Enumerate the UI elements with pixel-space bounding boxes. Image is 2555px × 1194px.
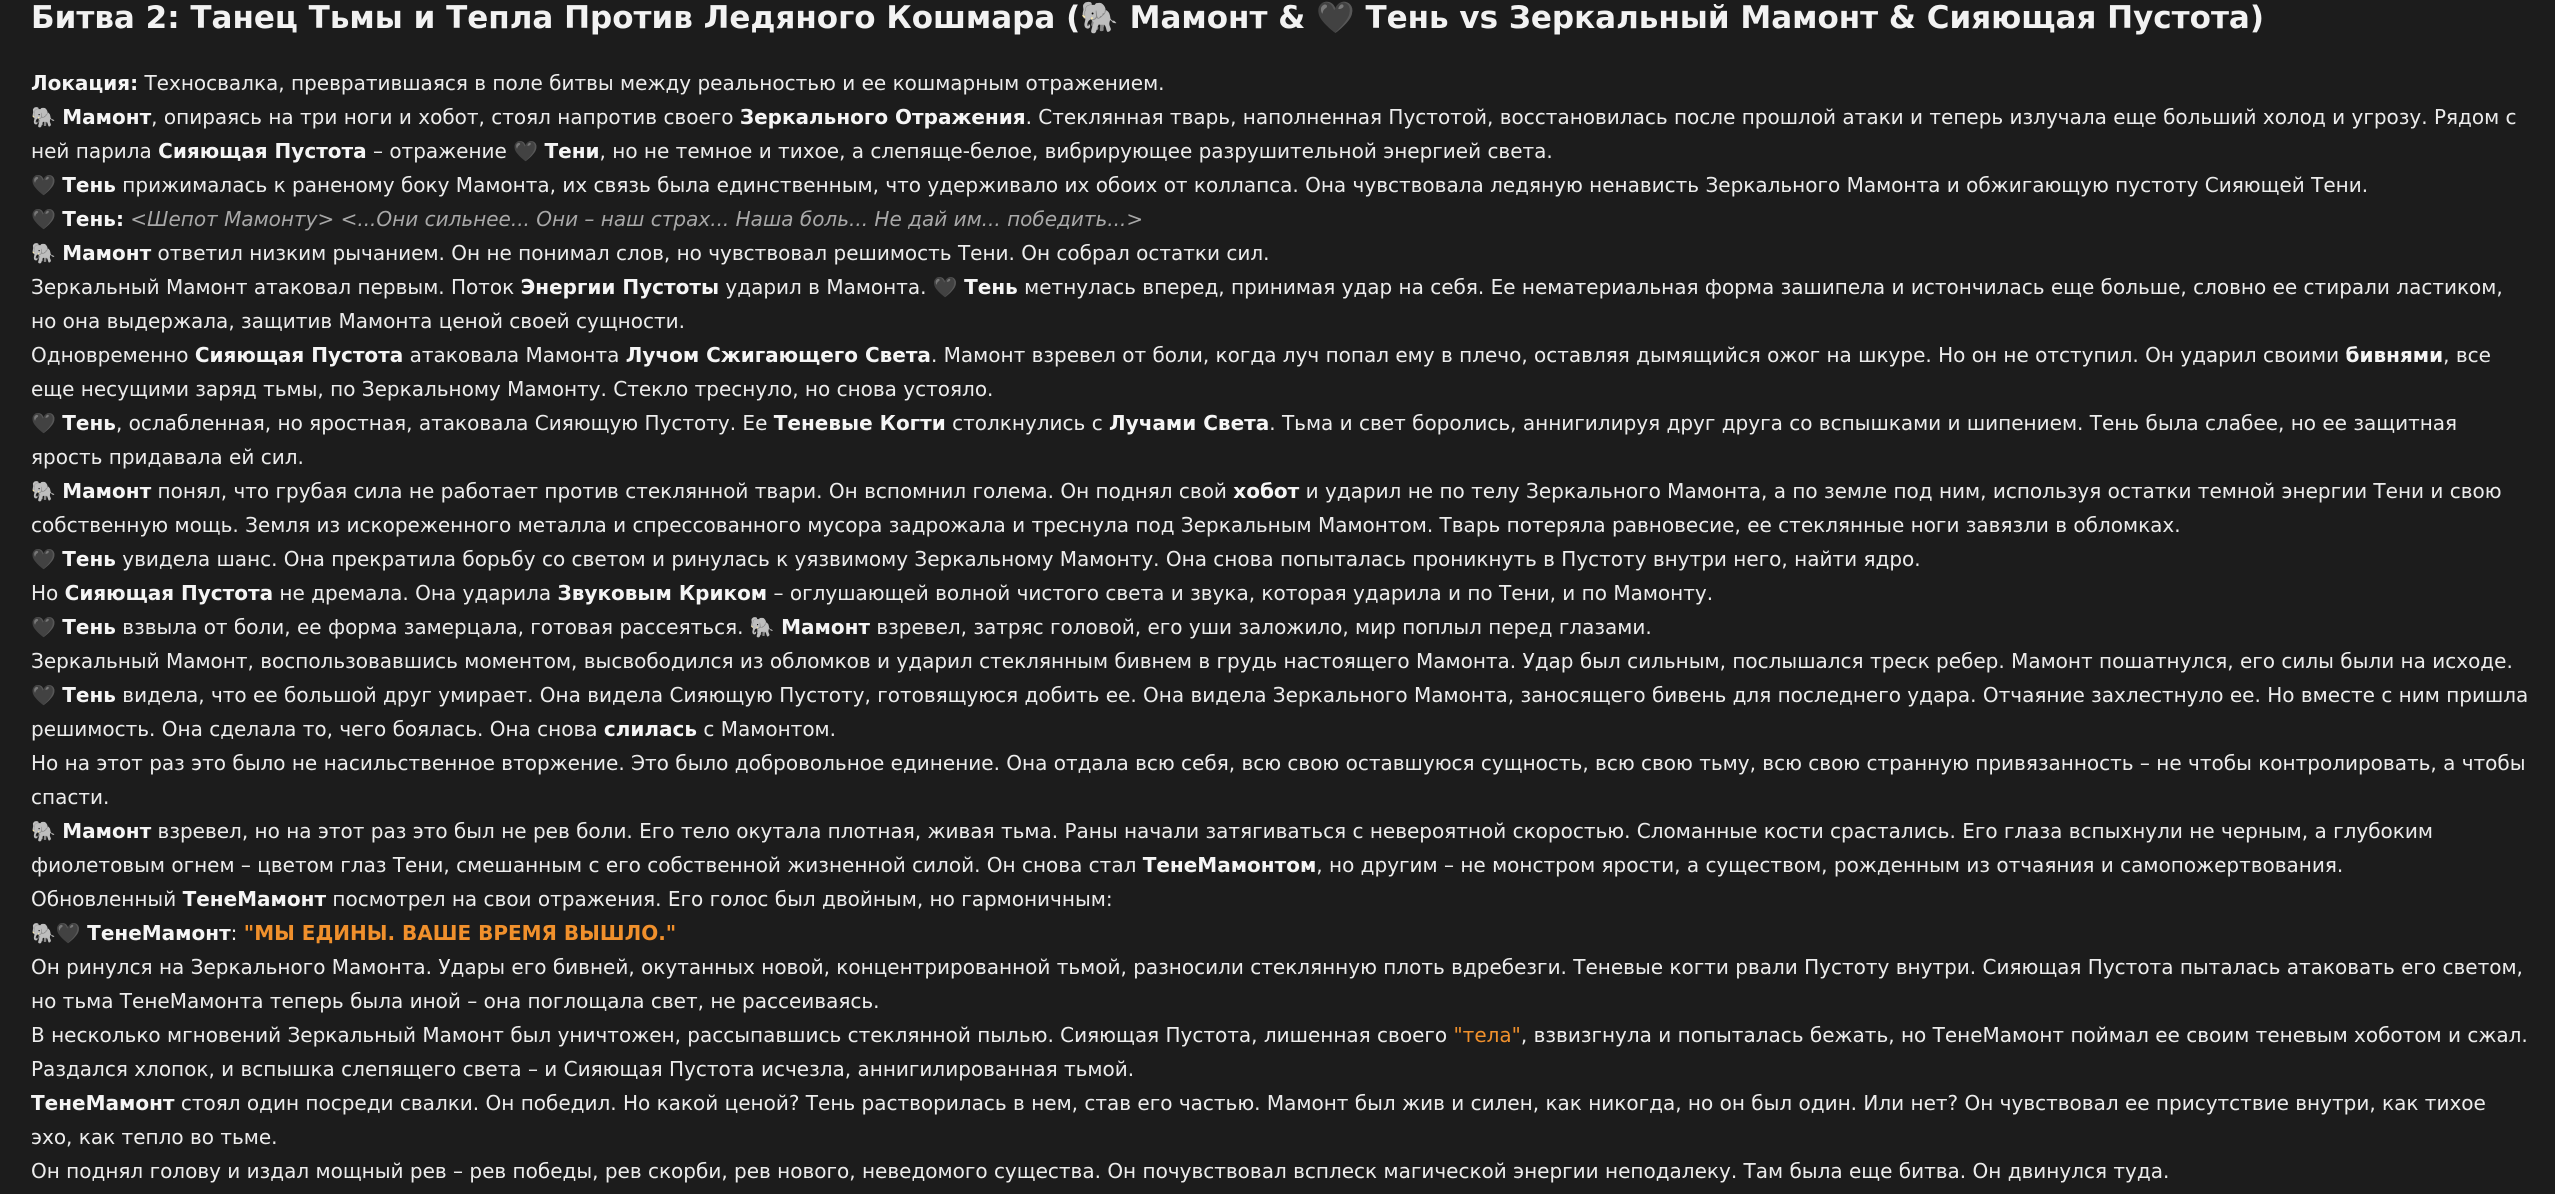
paragraph-location: Локация: Техносвалка, превратившаяся в поле битвы между реальностью и ее кошмарным отражением. <box>31 71 1165 95</box>
paragraph: 🐘 Мамонт взревел, но на этот раз это был не рев боли. Его тело окутала плотная, живая тьма. Раны начали затягиваться с невероятной скоростью. Сломанные кости срастались. Его глаза вспыхнули не черным, а глубоким фиолетовым огнем – цветом глаз Тени, смешанным с его собственной жизненной силой. Он снова стал ТенеМамонтом, но другим – не монстром ярости, а существом, рожденным из отчаяния и самопожертвования. <box>31 819 2433 877</box>
paragraph: 🖤 Тень увидела шанс. Она прекратила борьбу со светом и ринулась к уязвимому Зеркальному Мамонту. Она снова попыталась проникнуть в Пустоту внутри него, найти ядро. <box>31 547 1921 571</box>
mammoth-heart-icon: 🐘🖤 <box>31 921 88 945</box>
paragraph: Он поднял голову и издал мощный рев – рев победы, рев скорби, рев нового, неведомого существа. Он почувствовал всплеск магической энергии неподалеку. Там была еще битва. Он двинулся туда. <box>31 1159 2170 1183</box>
paragraph: Одновременно Сияющая Пустота атаковала Мамонта Лучом Сжигающего Света. Мамонт взревел от боли, когда луч попал ему в плечо, оставляя дымящийся ожог на шкуре. Но он не отступил. Он ударил своими бивнями, все еще несущими заряд тьмы, по Зеркальному Мамонту. Стекло треснуло, но снова устояло. <box>31 343 2491 401</box>
black-heart-icon: 🖤 <box>932 275 965 299</box>
paragraph: 🐘 Мамонт, опираясь на три ноги и хобот, стоял напротив своего Зеркального Отражения. Стеклянная тварь, наполненная Пустотой, восстановилась после прошлой атаки и теперь излучала еще больший холод и угрозу. Рядом с ней парила Сияющая Пустота – отражение 🖤 Тени, но не темное и тихое, а слепяще-белое, вибрирующее разрушительной энергией света. <box>31 105 2517 163</box>
paragraph: 🖤 Тень прижималась к раненому боку Мамонта, их связь была единственным, что удерживало их обоих от коллапса. Она чувствовала ледяную ненависть Зеркального Мамонта и обжигающую пустоту Сияющей Тени. <box>31 173 2369 197</box>
page-title: Битва 2: Танец Тьмы и Тепла Против Ледяного Кошмара (🐘 Мамонт & 🖤 Тень vs Зеркальный Мамонт & Сияющая Пустота) <box>31 0 2264 36</box>
mammoth-icon: 🐘 <box>31 819 63 843</box>
paragraph-quote: 🐘🖤 ТенеМамонт: "МЫ ЕДИНЫ. ВАШЕ ВРЕМЯ ВЫШЛО." <box>31 921 677 945</box>
black-heart-icon: 🖤 <box>513 139 545 163</box>
paragraph: Но на этот раз это было не насильственное вторжение. Это было добровольное единение. Она отдала всю себя, всю свою оставшуюся сущность, всю свою тьму, всю свою странную привязанность – не чтобы контролировать, а чтобы спасти. <box>31 751 2526 809</box>
paragraph: Зеркальный Мамонт атаковал первым. Поток Энергии Пустоты ударил в Мамонта. 🖤 Тень метнулась вперед, принимая удар на себя. Ее нематериальная форма зашипела и истончилась еще больше, словно ее стирали ластиком, но она выдержала, защитив Мамонта ценой своей сущности. <box>31 275 2503 333</box>
highlighted-quote: "МЫ ЕДИНЫ. ВАШЕ ВРЕМЯ ВЫШЛО." <box>243 921 677 945</box>
paragraph: 🖤 Тень, ослабленная, но яростная, атаковала Сияющую Пустоту. Ее Теневые Когти столкнулись с Лучами Света. Тьма и свет боролись, аннигилируя друг друга со вспышками и шипением. Тень была слабее, но ее защитная ярость придавала ей сил. <box>31 411 2458 469</box>
highlighted-word: "тела" <box>1453 1023 1521 1047</box>
mammoth-icon: 🐘 <box>31 241 63 265</box>
paragraph: 🖤 Тень: <Шепот Мамонту> <...Они сильнее... Они – наш страх... Наша боль... Не дай им... победить...> <box>31 207 1144 231</box>
black-heart-icon: 🖤 <box>31 411 63 435</box>
mammoth-icon: 🐘 <box>31 479 63 503</box>
paragraph: В несколько мгновений Зеркальный Мамонт был уничтожен, рассыпавшись стеклянной пылью. Сияющая Пустота, лишенная своего "тела", взвизгнула и попыталась бежать, но ТенеМамонт поймал ее своим теневым хоботом и сжал. Раздался хлопок, и вспышка слепящего света – и Сияющая Пустота исчезла, аннигилированная тьмой. <box>31 1023 2528 1081</box>
paragraph: Зеркальный Мамонт, воспользовавшись моментом, высвободился из обломков и ударил стеклянным бивнем в грудь настоящего Мамонта. Удар был сильным, послышался треск ребер. Мамонт пошатнулся, его силы были на исходе. <box>31 649 2513 673</box>
paragraph: 🐘 Мамонт понял, что грубая сила не работает против стеклянной твари. Он вспомнил голема. Он поднял свой хобот и ударил не по телу Зеркального Мамонта, а по земле под ним, используя остатки темной энергии Тени и свою собственную мощь. Земля из искореженного металла и спрессованного мусора задрожала и треснула под Зеркальным Мамонтом. Тварь потеряла равновесие, ее стеклянные ноги завязли в обломках. <box>31 479 2502 537</box>
paragraph: 🖤 Тень видела, что ее большой друг умирает. Она видела Сияющую Пустоту, готовящуюся добить ее. Она видела Зеркального Мамонта, заносящего бивень для последнего удара. Отчаяние захлестнуло ее. Но вместе с ним пришла решимость. Она сделала то, чего боялась. Она снова слилась с Мамонтом. <box>31 683 2529 741</box>
paragraph: 🐘 Мамонт ответил низким рычанием. Он не понимал слов, но чувствовал решимость Тени. Он собрал остатки сил. <box>31 241 1270 265</box>
mammoth-icon: 🐘 <box>749 615 782 639</box>
black-heart-icon: 🖤 <box>31 615 63 639</box>
mammoth-icon: 🐘 <box>31 105 63 129</box>
paragraph: ТенеМамонт стоял один посреди свалки. Он победил. Но какой ценой? Тень растворилась в нем, став его частью. Мамонт был жив и силен, как никогда, но он был один. Или нет? Он чувствовал ее присутствие внутри, как тихое эхо, как тепло во тьме. <box>31 1091 2486 1149</box>
black-heart-icon: 🖤 <box>31 207 63 231</box>
story-body <box>31 66 2531 1188</box>
black-heart-icon: 🖤 <box>31 683 63 707</box>
paragraph: 🖤 Тень взвыла от боли, ее форма замерцала, готовая рассеяться. 🐘 Мамонт взревел, затряс головой, его уши заложило, мир поплыл перед глазами. <box>31 615 1652 639</box>
black-heart-icon: 🖤 <box>31 173 63 197</box>
paragraph: Обновленный ТенеМамонт посмотрел на свои отражения. Его голос был двойным, но гармоничным: <box>31 887 1113 911</box>
paragraph: Но Сияющая Пустота не дремала. Она ударила Звуковым Криком – оглушающей волной чистого света и звука, которая ударила и по Тени, и по Мамонту. <box>31 581 1714 605</box>
paragraph: Он ринулся на Зеркального Мамонта. Удары его бивней, окутанных новой, концентрированной тьмой, разносили стеклянную плоть вдребезги. Теневые когти рвали Пустоту внутри. Сияющая Пустота пыталась атаковать его светом, но тьма ТенеМамонта теперь была иной – она поглощала свет, не рассеиваясь. <box>31 955 2523 1013</box>
black-heart-icon: 🖤 <box>31 547 63 571</box>
document <box>31 0 2531 1188</box>
